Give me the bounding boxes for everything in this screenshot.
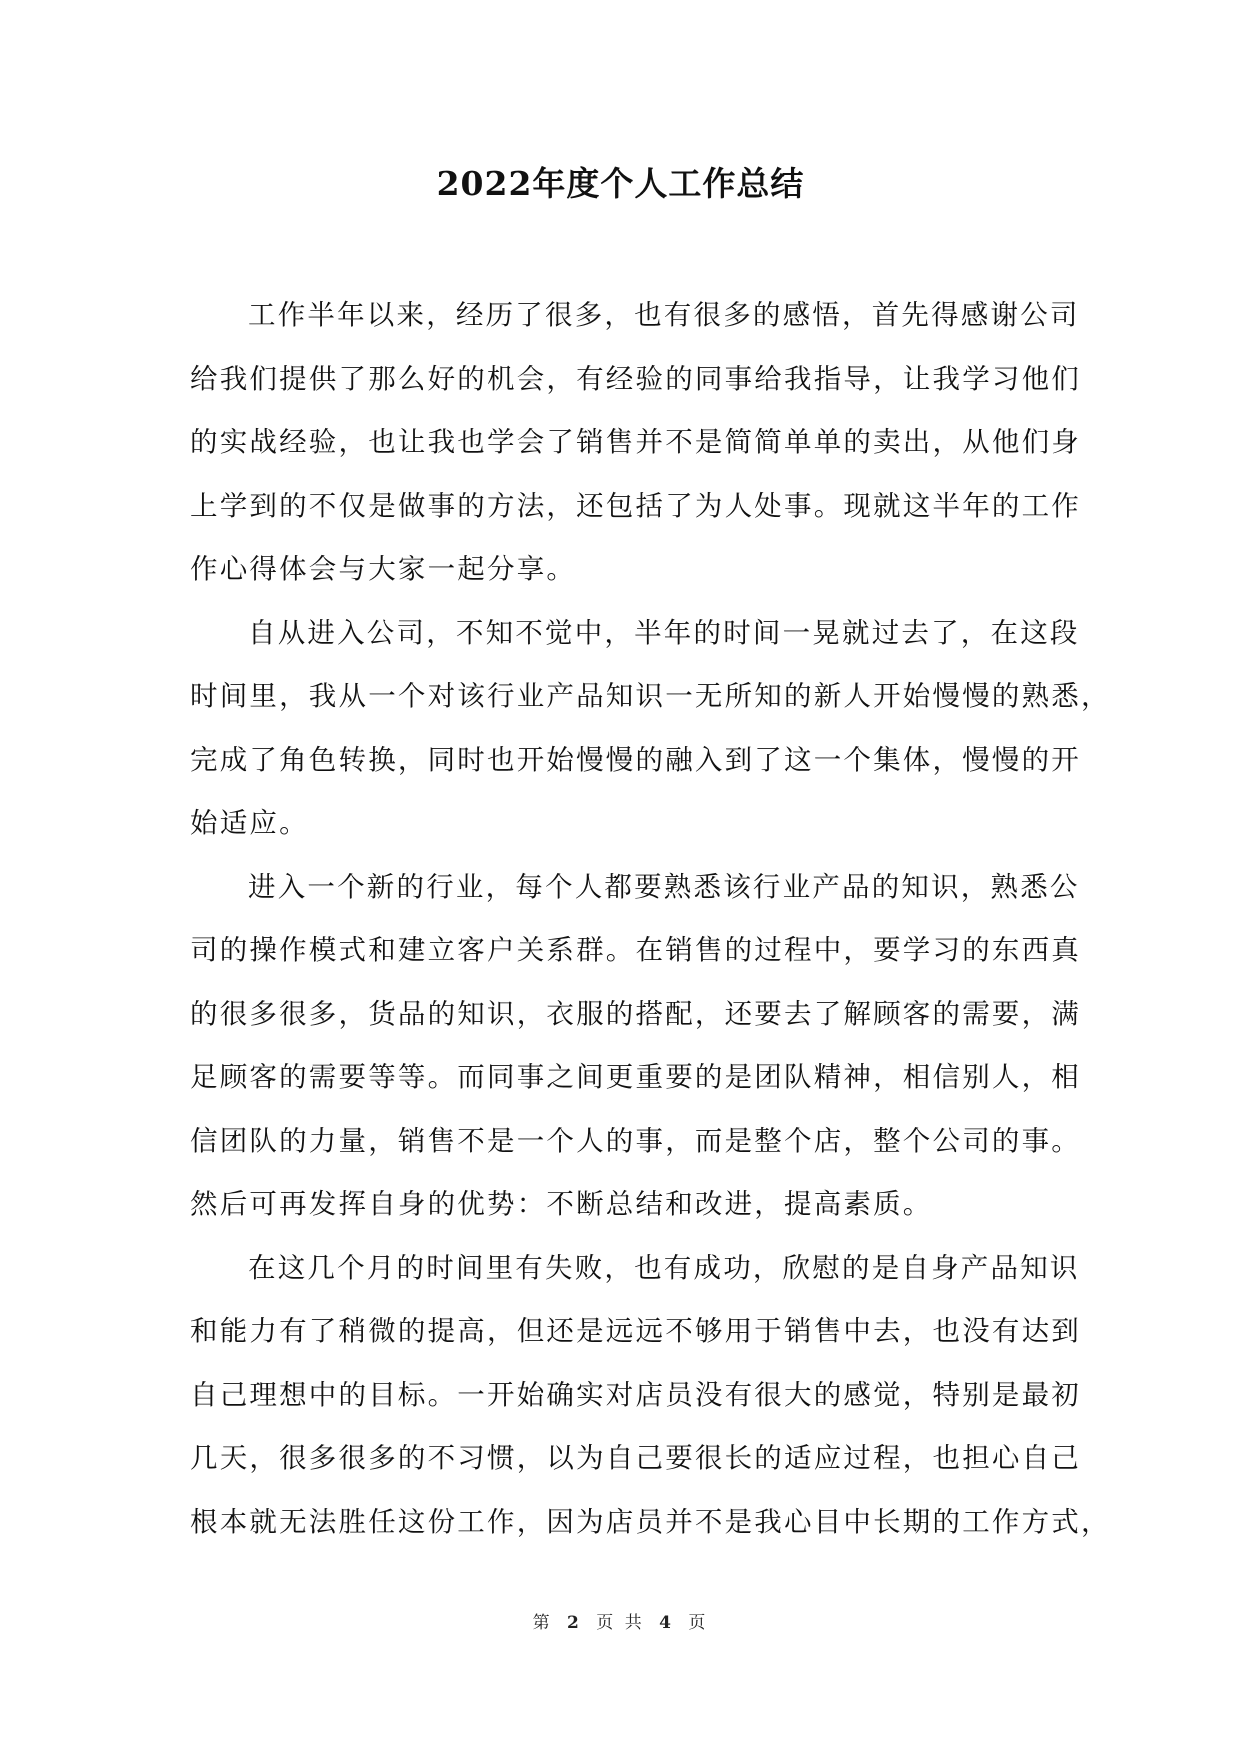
current-page-number: 2 bbox=[567, 1613, 582, 1633]
paragraph-3-line-3: 的很多很多，货品的知识，衣服的搭配，还要去了解顾客的需要，满 bbox=[190, 997, 1081, 1030]
paragraph-1-line-4: 上学到的不仅是做事的方法，还包括了为人处事。现就这半年的工作 bbox=[190, 489, 1081, 522]
paragraph-3-line-5: 信团队的力量，销售不是一个人的事，而是整个店，整个公司的事。 bbox=[190, 1124, 1081, 1157]
paragraph-2-line-4: 始适应。 bbox=[190, 807, 309, 839]
paragraph-4-line-3: 自己理想中的目标。一开始确实对店员没有很大的感觉，特别是最初 bbox=[190, 1378, 1081, 1411]
paragraph-3-line-6: 然后可再发挥自身的优势：不断总结和改进，提高素质。 bbox=[190, 1188, 933, 1220]
paragraph-4-line-4: 几天，很多很多的不习惯，以为自己要很长的适应过程，也担心自己 bbox=[190, 1442, 1081, 1474]
paragraph-2-line-1: 自从进入公司，不知不觉中，半年的时间一晃就过去了，在这段 bbox=[248, 616, 1080, 649]
footer-suffix: 页 bbox=[688, 1613, 709, 1633]
paragraph-1-line-1: 工作半年以来，经历了很多，也有很多的感悟，首先得感谢公司 bbox=[248, 299, 1080, 331]
page-footer bbox=[0, 1608, 1241, 1633]
footer-middle: 页 共 bbox=[596, 1613, 645, 1633]
paragraph-3-line-2: 司的操作模式和建立客户关系群。在销售的过程中，要学习的东西真 bbox=[190, 934, 1081, 966]
paragraph-2-line-2: 时间里，我从一个对该行业产品知识一无所知的新人开始慢慢的熟悉， bbox=[190, 680, 1111, 712]
paragraph-2-line-3: 完成了角色转换，同时也开始慢慢的融入到了这一个集体，慢慢的开 bbox=[190, 743, 1081, 776]
paragraph-4-line-1: 在这几个月的时间里有失败，也有成功，欣慰的是自身产品知识 bbox=[248, 1251, 1080, 1284]
footer-prefix: 第 bbox=[532, 1613, 553, 1633]
paragraph-3-line-1: 进入一个新的行业，每个人都要熟悉该行业产品的知识，熟悉公 bbox=[248, 870, 1080, 903]
document-body bbox=[190, 284, 1111, 1554]
paragraph-4-line-5: 根本就无法胜任这份工作，因为店员并不是我心目中长期的工作方式， bbox=[190, 1505, 1111, 1538]
paragraph-1-line-5: 作心得体会与大家一起分享。 bbox=[190, 553, 577, 585]
paragraph-4-line-2: 和能力有了稍微的提高，但还是远远不够用于销售中去，也没有达到 bbox=[190, 1315, 1081, 1347]
paragraph-3-line-4: 足顾客的需要等等。而同事之间更重要的是团队精神，相信别人，相 bbox=[190, 1061, 1081, 1093]
total-pages-number: 4 bbox=[659, 1613, 674, 1633]
paragraph-1-line-2: 给我们提供了那么好的机会，有经验的同事给我指导，让我学习他们 bbox=[190, 362, 1081, 395]
page-title: 2022年度个人工作总结 bbox=[436, 164, 805, 203]
paragraph-1-line-3: 的实战经验，也让我也学会了销售并不是简简单单的卖出，从他们身 bbox=[190, 426, 1081, 458]
